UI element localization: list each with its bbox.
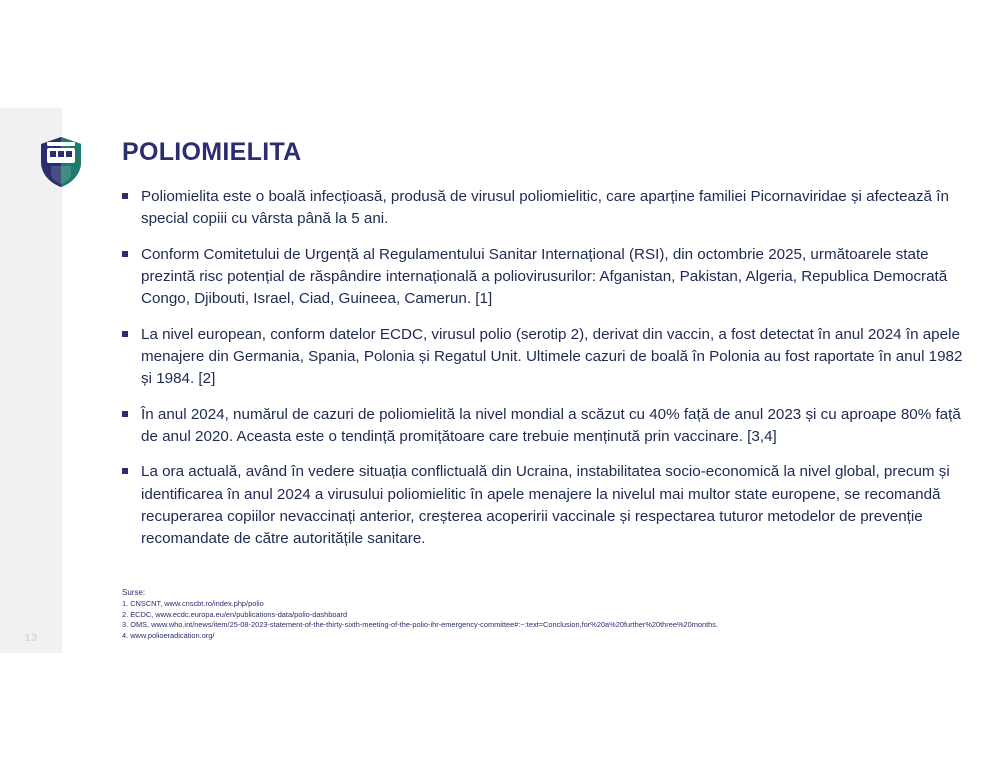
source-item: 4. www.polioeradication.org/ [122, 630, 215, 640]
bullet-marker-icon [122, 468, 128, 474]
sources-label: Surse: [122, 588, 146, 597]
source-item: 2. ECDC, www.ecdc.europa.eu/en/publications-data/polio-dashboard [122, 609, 348, 619]
source-item: 3. OMS, www.who.int/news/item/25-08-2023-statement-of-the-thirty-sixth-meeting-of-the-polio-ihr-emergency-committee#:~:text=Conclusion,for%20a%20further%20three%20months. [122, 620, 719, 630]
left-sidebar-band [0, 108, 62, 653]
bullet-marker-icon [122, 411, 128, 417]
list-item-text: În anul 2024, numărul de cazuri de poliomielită la nivel mondial a scăzut cu 40% față de anul 2023 și cu aproape 80% față de anul 2020. Aceasta este o tendință promițătoare care trebuie menținută prin vaccinare. [3,4] [141, 405, 961, 446]
list-item [122, 324, 967, 391]
bullet-marker-icon [122, 193, 128, 199]
list-item-text: Conform Comitetului de Urgență al Regulamentului Sanitar Internațional (RSI), din octombrie 2025, următoarele state prezintă risc potențial de răspândire internațională a poliovirusurilor: Afganistan, Pakistan, Algeria, Republica Democrată Congo, Djibouti, Israel, Ciad, Guineea, Camerun. [1] [141, 245, 948, 308]
list-item [122, 244, 967, 311]
sources-block [122, 588, 922, 641]
list-item-text: La ora actuală, având în vedere situația conflictuală din Ucraina, instabilitatea socio-economică la nivel global, precum și identificarea în anul 2024 a virusului poliomielitic în apele menajere la nivelul mai multor state europene, se recomandă recuperarea copiilor nevaccinați anterior, creșterea acoperirii vaccinale și respectarea tuturor metodelor de prevenție recomandate de către autoritățile sanitare. [141, 463, 950, 548]
list-item-text: Poliomielita este o boală infecțioasă, produsă de virusul poliomielitic, care aparține familiei Picornaviridae și afectează în special copiii cu vârsta până la 5 ani. [141, 188, 949, 228]
institution-shield-logo [38, 136, 84, 188]
page-title: POLIOMIELITA [122, 138, 302, 166]
list-item [122, 461, 967, 550]
bullet-marker-icon [122, 331, 128, 337]
list-item-text: La nivel european, conform datelor ECDC, virusul polio (serotip 2), derivat din vaccin, a fost detectat în anul 2024 în apele menajere din Germania, Spania, Polonia și Regatul Unit. Ultimele cazuri de boală în Polonia au fost raportate în anul 1982 și 1984. [2] [141, 325, 963, 388]
list-item [122, 404, 967, 449]
list-item [122, 186, 967, 231]
source-item: 1. CNSCNT, www.cnscbt.ro/index.php/polio [122, 599, 264, 608]
bullet-marker-icon [122, 251, 128, 257]
bullet-list [122, 186, 967, 564]
page-number: 13 [24, 632, 38, 644]
